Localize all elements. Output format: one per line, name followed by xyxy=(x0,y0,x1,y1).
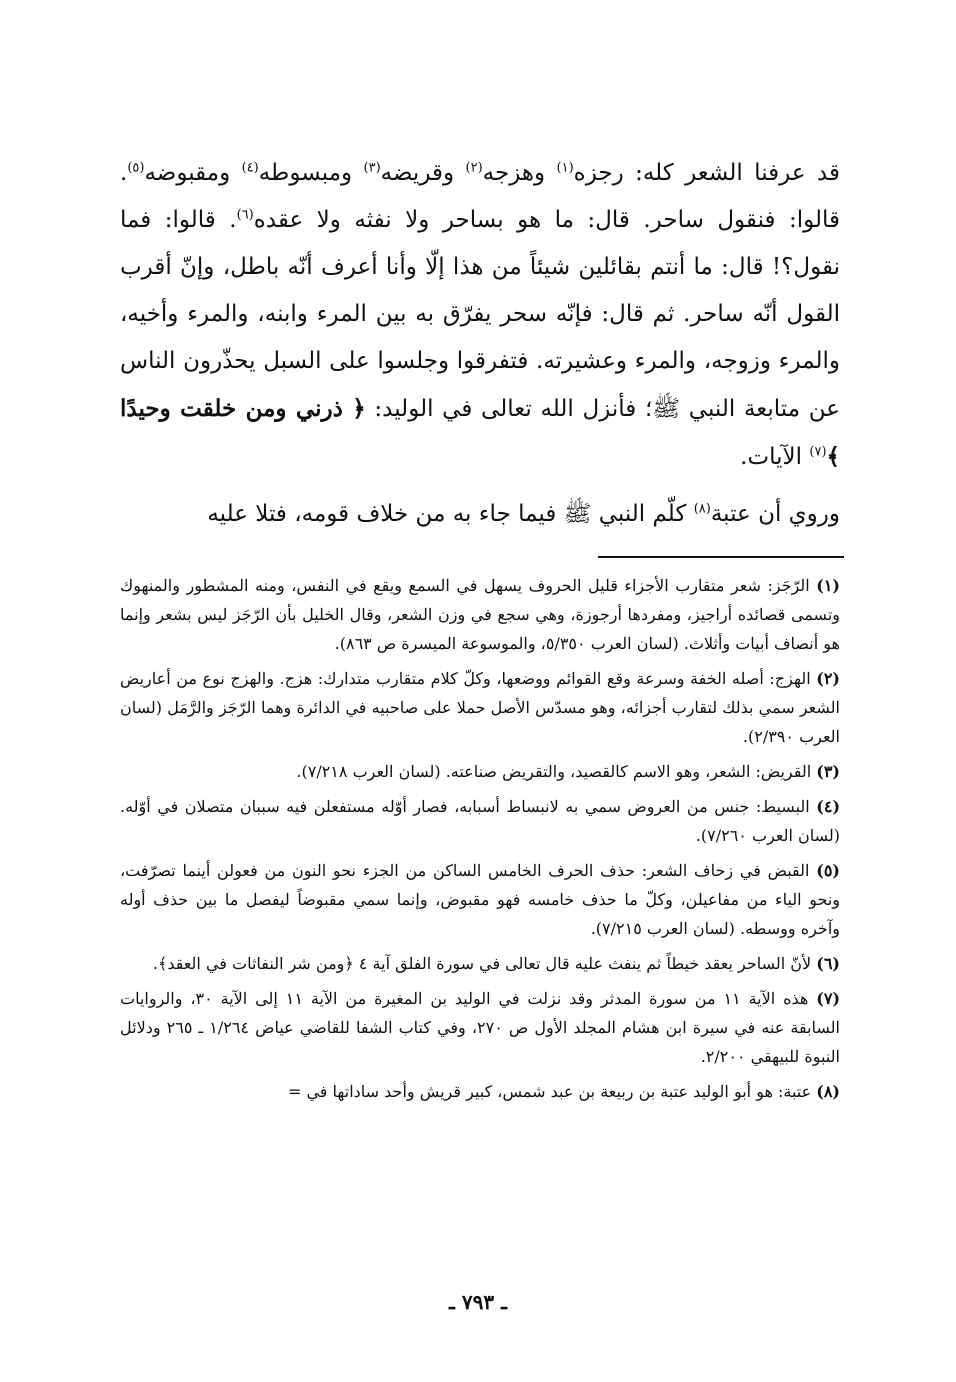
footnote-number: (٣) xyxy=(816,762,840,781)
footnote-4 xyxy=(120,792,840,850)
footnote-number: (٤) xyxy=(816,797,841,816)
footnote-ref-6: (٦) xyxy=(236,207,254,223)
footnote-ref-8: (٨) xyxy=(693,501,711,517)
footnote-ref-1: (١) xyxy=(556,160,574,176)
footnote-text: البسيط: جنس من العروض سمي به لانبساط أسبابه، فصار أوّله مستفعلن فيه سببان متصلان في أوّله. (لسان العرب ٧/٢٦٠). xyxy=(120,797,840,845)
text-segment: الآيات. xyxy=(740,444,810,470)
footnote-number: (٧) xyxy=(816,989,841,1008)
footnote-ref-3: (٣) xyxy=(363,160,381,176)
footnote-7 xyxy=(120,984,840,1071)
text-segment: . قالوا: فنقول ساحر. قال: ما هو بساحر ولا نفثه ولا عقده xyxy=(120,160,840,233)
footnote-3 xyxy=(120,757,840,786)
text-segment: كلّم النبي ﷺ فيما جاء به من خلاف قومه، فتلا عليه xyxy=(207,501,694,527)
text-segment: . قالوا: فما نقول؟! قال: ما أنتم بقائلين شيئاً من هذا إلّا وأنا أعرف أنّه باطل، وإنّ أقرب القول أنّه ساحر. ثم قال: فإنّه سحر يفرّق به بين المرء وابنه، والمرء وأخيه، والمرء وزوجه، والمرء وعشيرته. فتفرقوا وجلسوا على السبل يحذّرون الناس عن متابعة النبي ﷺ؛ فأنزل الله تعالى في الوليد: xyxy=(120,207,840,422)
footnote-number: (١) xyxy=(816,576,840,595)
paragraph-1 xyxy=(120,150,840,481)
footnote-text: هذه الآية ١١ من سورة المدثر وقد نزلت في الوليد بن المغيرة من الآية ١١ إلى الآية ٣٠، والروايات السابقة عنه في سيرة ابن هشام المجلد الأول ص ٢٧٠، وفي كتاب الشفا للقاضي عياض ١/٢٦٤ ـ ٢٦٥ ودلائل النبوة للبيهقي ٢/٢٠٠. xyxy=(120,989,840,1066)
footnote-text: القريض: الشعر، وهو الاسم كالقصيد، والتقريض صناعته. (لسان العرب ٧/٢١٨). xyxy=(296,762,812,781)
main-text xyxy=(120,150,840,538)
footnote-ref-2: (٢) xyxy=(465,160,483,176)
quran-verse: ﴿ ذرني ومن خلقت وحيدًا ﴾ xyxy=(120,395,840,470)
footnote-2 xyxy=(120,664,840,751)
text-segment: وقريضه xyxy=(380,160,466,186)
text-segment: قد عرفنا الشعر كله: رجزه xyxy=(573,160,840,186)
text-segment: ومبسوطه xyxy=(258,160,364,186)
footnote-number: (٥) xyxy=(816,861,840,880)
text-segment: وروي أن عتبة xyxy=(710,501,840,527)
footnote-ref-4: (٤) xyxy=(241,160,259,176)
footnote-number: (٦) xyxy=(816,954,840,973)
footnote-6 xyxy=(120,949,840,978)
footnote-text: لأنّ الساحر يعقد خيطاً ثم ينفث عليه قال تعالى في سورة الفلق آية ٤ ﴿ومن شر النفاثات في العقد﴾. xyxy=(152,954,812,973)
footnote-separator xyxy=(598,556,844,558)
footnote-ref-7: (٧) xyxy=(809,444,827,460)
footnote-text: الرّجَز: شعر متقارب الأجزاء قليل الحروف يسهل في السمع ويقع في النفس، ومنه المشطور والمنهوك وتسمى قصائده أراجيز، ومفردها أرجوزة، وهي سجع في وزن الشعر، وقال الخليل بأن الرّجَز ليس بشعر وإنما هو أنصاف أبيات وأثلاث. (لسان العرب ٥/٣٥٠، والموسوعة الميسرة ص ٨٦٣). xyxy=(120,576,840,653)
footnote-5 xyxy=(120,856,840,943)
footnote-number: (٨) xyxy=(816,1082,840,1101)
text-segment: ومقبوضه xyxy=(144,160,242,186)
page-number: ـ ٧٩٣ ـ xyxy=(449,1290,507,1314)
text-segment: وهزجه xyxy=(482,160,557,186)
footnote-1 xyxy=(120,571,840,658)
footnote-text: عتبة: هو أبو الوليد عتبة بن ربيعة بن عبد شمس، كبير قريش وأحد ساداتها في = xyxy=(287,1082,812,1101)
footnote-text: القبض في زحاف الشعر: حذف الحرف الخامس الساكن من الجزء نحو النون من فعولن أينما تصرّفت، ونحو الياء من مفاعيلن، وكلّ ما حذف خامسه فهو مقبوض، وإنما سمي مقبوضاً ليفصل ما بين حذف أوله وآخره ووسطه. (لسان العرب ٧/٢١٥). xyxy=(120,861,841,938)
footnote-ref-5: (٥) xyxy=(127,160,145,176)
paragraph-2 xyxy=(120,491,840,538)
footnote-number: (٢) xyxy=(816,669,840,688)
footnotes xyxy=(120,571,840,1112)
footnote-text: الهزج: أصله الخفة وسرعة وقع القوائم ووضعها، وكلّ كلام متقارب متدارك: هزج. والهزج نوع من أعاريض الشعر سمي بذلك لتقارب أجزائه، وهو مسدّس الأصل حملا على صاحبيه في الدائرة وهما الرّجَز والرَّمَل (لسان العرب ٢/٣٩٠). xyxy=(120,669,840,746)
footnote-8 xyxy=(120,1077,840,1106)
